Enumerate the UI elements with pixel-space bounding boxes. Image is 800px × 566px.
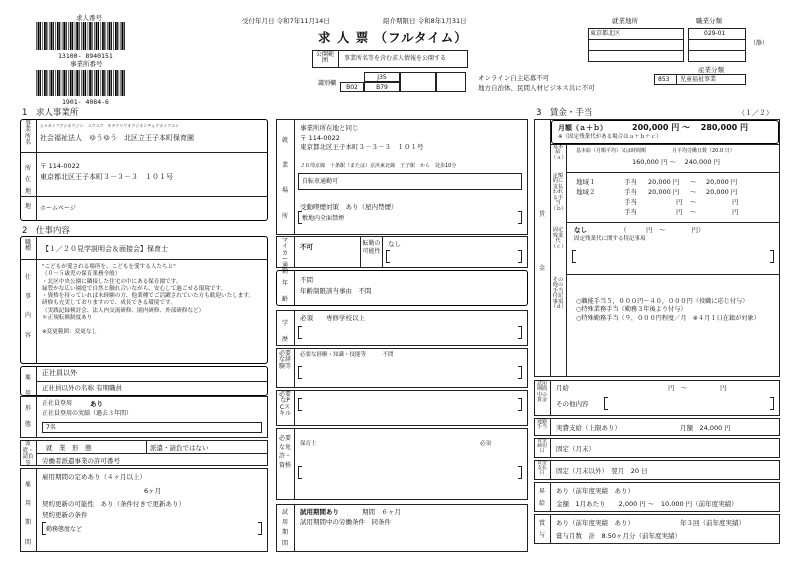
office-address-label: 所在地	[24, 165, 31, 195]
barcode-bar	[94, 22, 95, 50]
barcode-bar	[55, 22, 56, 50]
barcode-bar	[91, 22, 92, 50]
barcode-bar	[66, 70, 67, 96]
barcode-bar	[117, 70, 118, 96]
commute-allowance: 実費支給（上限あり）	[556, 424, 621, 432]
barcode-bar	[94, 70, 95, 96]
trial-period: 期間 ６ヶ月	[362, 508, 401, 516]
license-required: 必須	[480, 441, 492, 447]
period-months: 6ヶ月	[144, 487, 162, 495]
other-allowances	[576, 298, 776, 323]
workplace-address: 東京都北区王子本町３－３－３ １０１号	[300, 143, 424, 151]
barcode-bar	[40, 22, 41, 50]
section1-heading: 1 求人事業所	[22, 108, 79, 118]
job-content	[42, 264, 264, 336]
dispatch-label: 派遣・請負等	[22, 441, 34, 467]
allowance-to: 円	[732, 198, 739, 206]
barcode-bar	[79, 70, 80, 96]
commute-allowance-amount: 月額 24,000 円	[680, 424, 731, 432]
smoking-detail: 敷地内全面禁煙	[302, 215, 345, 222]
barcode-bar	[111, 70, 112, 96]
barcode-bar	[124, 70, 125, 96]
industry-label: 産業分類	[698, 66, 724, 74]
seiki-count: 7名	[46, 424, 56, 431]
job-class-value: 029-01	[704, 30, 726, 37]
wage-close: 固定（月末）	[556, 445, 595, 453]
job-line: （実践記録検討会、法人内交流研修、園内研修、外部研修など）	[42, 307, 205, 314]
age-label: 年齢	[281, 280, 288, 303]
mycar-value: 不可	[300, 243, 313, 251]
office-number-barcode	[36, 70, 126, 96]
access: ＪＲ埼京線 十条駅（または）京浜東北線 王子駅 から 徒歩10分	[300, 163, 457, 169]
commute-note: 自転車通勤可	[302, 178, 339, 185]
barcode-bar	[44, 70, 46, 96]
barcode-bar	[62, 70, 63, 96]
barcode-bar	[51, 22, 53, 50]
barcode-bar	[63, 22, 65, 50]
allowance-tilde: ～	[690, 178, 697, 186]
workplace-zip: 〒 114-0022	[300, 134, 340, 142]
license-name: 保育士	[300, 441, 317, 447]
allowance-from: 20,000 円	[648, 188, 680, 196]
barcode-bar	[75, 70, 76, 96]
id-code-cell: B79	[364, 82, 400, 92]
barcode-bar	[70, 70, 72, 96]
barcode-bar	[62, 22, 63, 50]
job-line: 研修も充実しておりますので、成長できる環境です。	[42, 300, 176, 307]
barcode-bar	[98, 22, 99, 50]
base-salary-label: 基本給（ａ）	[551, 144, 567, 161]
office-name-label: 事業所名	[24, 120, 31, 146]
barcode-bar	[107, 70, 108, 96]
bonus-times: 年３回（前年度実績）	[680, 519, 745, 527]
period-label: 雇用期間	[24, 481, 31, 546]
barcode-bar	[102, 70, 104, 96]
job-line: 緑豊かな広い園庭で自然と触れ合いながら、安心して過ごせる環境です。	[42, 285, 227, 292]
barcode-bar	[101, 70, 102, 96]
barcode-bar	[124, 22, 125, 50]
mycar-box	[276, 236, 528, 268]
allowance-tilde: ～	[690, 188, 697, 196]
id-code-cell	[436, 72, 466, 92]
raise-label: 昇給	[538, 488, 545, 507]
education: 必須 専修学校以上	[300, 314, 365, 322]
allowance-to: 20,000 円	[706, 178, 738, 186]
job-line: "こどもが愛される場所を、こどもを愛する人たちと"	[42, 264, 176, 270]
industry-code: 853	[658, 76, 670, 83]
period-line: 雇用期間の定めあり（４ヶ月以上）	[42, 473, 146, 481]
barcode-bar	[38, 22, 40, 50]
wage-pay-label: 賃金支払日	[537, 461, 547, 477]
allowance-label: 手当	[624, 208, 637, 216]
renewal: 契約更新の可能性 あり（条件付きで更新あり）	[42, 500, 185, 508]
seiki-value: あり	[90, 400, 103, 408]
barcode-bar	[53, 22, 54, 50]
pc-skill-box	[276, 390, 528, 426]
workplace-same: 事業所所在地と同じ	[300, 124, 359, 132]
age-reason: 年齢制限該当事由 不問	[300, 287, 372, 295]
barcode-bar	[115, 22, 117, 50]
barcode-bar	[70, 22, 72, 50]
smoking: 受動喫煙対策 あり（屋内禁煙）	[300, 203, 398, 211]
id-code-cell: B02	[340, 82, 364, 92]
renewal-condition: 勤務態度など	[46, 526, 83, 533]
homepage-label-left: 地	[24, 203, 31, 210]
overtime-note: 固定残業代に関する特記事項	[574, 236, 646, 242]
wage-pay: 固定（月末以外） 翌月 20 日	[556, 467, 648, 475]
job-number-label: 求人番号	[76, 14, 102, 22]
barcode-bar	[107, 22, 108, 50]
barcode-bar	[55, 70, 56, 96]
seiki-record: 正社員登用の実績（過去３年間）	[42, 410, 133, 417]
trial: 試用期間あり	[300, 508, 339, 516]
office-zip: 〒 114-0022	[40, 162, 80, 170]
static-label: （静）	[750, 40, 769, 47]
raise-2: 金額 1月あたり 2,000 円 ～ 10,000 円（前年度実績）	[556, 500, 738, 508]
dispatch-permit-label: 労働者派遣事業の許可番号	[42, 457, 120, 465]
barcode-bar	[38, 70, 40, 96]
barcode-bar	[115, 70, 117, 96]
barcode-bar	[89, 22, 91, 50]
mycar-label: マイカー通勤	[281, 237, 288, 276]
allowance-to: 20,000 円	[706, 188, 738, 196]
barcode-bar	[76, 70, 78, 96]
job-class-label: 職業分類	[696, 17, 722, 25]
disclosure-value: 事業所名等を含む求人情報を公開する	[344, 55, 447, 62]
job-number-barcode	[36, 22, 126, 50]
id-code-label: 識別欄	[318, 80, 337, 87]
job-content-label: 仕事内容	[24, 274, 31, 339]
trial-pay-label: 試用期間中の賃金	[536, 381, 547, 403]
barcode-bar	[75, 22, 76, 50]
office-number-label: 事業所番号	[70, 60, 103, 68]
job-line: ※変更範囲：変更なし	[42, 329, 98, 336]
job-line: ・北区中央公園に隣接した住宅の中にある保育園です。	[42, 278, 182, 285]
barcode-bar	[59, 22, 60, 50]
referral-deadline: 紹介期限日 令和8年1月31日	[383, 17, 467, 25]
barcode-bar	[85, 22, 86, 50]
office-name-kana: シャカイフクシホウジン ユウユウ キタクリツオウジホンチョウホイクエン	[40, 123, 180, 128]
work-location-label: 就業地所	[612, 17, 638, 25]
employment-name: 正社員以外の名称 有期職員	[42, 384, 123, 392]
base-salary-hours: 月平均労働日数（20.0 日）	[672, 148, 735, 154]
barcode-bar	[104, 22, 105, 50]
other-allowance-line: ○特殊業務手当（勤務３年後より付与）	[576, 306, 687, 314]
barcode-bar	[76, 22, 78, 50]
barcode-bar	[51, 70, 53, 96]
page-number: （１／２）	[738, 109, 773, 117]
allowance-label: 手当	[624, 198, 637, 206]
barcode-bar	[113, 70, 114, 96]
barcode-bar	[121, 22, 123, 50]
seiki-count-box	[42, 422, 262, 433]
trial-pay-monthly: 月給	[556, 384, 569, 392]
license-box	[276, 428, 528, 500]
document-title: 求 人 票 （フルタイム）	[318, 30, 468, 45]
barcode-bar	[42, 22, 43, 50]
wage-label: 賃金	[538, 211, 545, 272]
barcode-bar	[83, 70, 85, 96]
barcode-bar	[96, 70, 98, 96]
allowance-from: 円	[676, 208, 683, 216]
barcode-bar	[102, 22, 104, 50]
employment-label: 雇用形態	[24, 374, 31, 428]
homepage-label: ホームページ	[40, 205, 76, 212]
barcode-bar	[81, 70, 82, 96]
barcode-bar	[83, 22, 85, 50]
age-value: 不問	[300, 276, 313, 284]
allowance-tilde: ～	[690, 208, 697, 216]
raise-1: あり（前年度実績 あり）	[556, 487, 634, 495]
barcode-bar	[85, 70, 86, 96]
occupation: 【１／２０見学説明会＆面接会】保育士	[42, 245, 168, 253]
barcode-bar	[79, 22, 80, 50]
barcode-bar	[111, 22, 112, 50]
renewal-condition-label: 契約更新の条件	[42, 511, 88, 519]
other-allowance-line: ○特殊勤務手当（９，０００円程度／月 ※４月１日在籍が対象）	[576, 314, 760, 322]
industry-value: 児童福祉事業	[680, 76, 717, 83]
dispatch-type-label: 就 業 形 態	[46, 444, 92, 452]
barcode-bar	[88, 70, 89, 96]
barcode-bar	[36, 22, 37, 50]
barcode-bar	[81, 22, 82, 50]
barcode-bar	[59, 70, 60, 96]
seiki-label: 正社員登用	[42, 400, 73, 407]
barcode-bar	[101, 22, 102, 50]
barcode-bar	[66, 22, 67, 50]
allowance-from: 20,000 円	[648, 178, 680, 186]
barcode-bar	[88, 22, 89, 50]
experience: 必要な経験・知識・技能等 不問	[300, 352, 394, 358]
barcode-bar	[120, 22, 121, 50]
monthly-range: 200,000 円 ～ 280,000 円	[632, 123, 749, 132]
trial-pay-unit: 円 ～ 円	[668, 384, 727, 392]
dispatch-type-value: 派遣・請負ではない	[150, 444, 209, 452]
work-location-value: 東京都北区	[590, 30, 621, 37]
occupation-label: 職種	[24, 239, 31, 253]
job-line: （０～５歳児の保育業務全般）	[42, 271, 121, 278]
bonus-2: 賞与月数 計 8.50ヶ月分（前年度実績）	[556, 532, 681, 540]
barcode-bar	[72, 22, 73, 50]
barcode-bar	[113, 22, 114, 50]
barcode-bar	[89, 70, 91, 96]
barcode-bar	[49, 22, 50, 50]
section2-heading: 2 仕事内容	[22, 226, 70, 236]
license-label: 必要な免許・資格	[279, 435, 292, 469]
barcode-bar	[40, 70, 41, 96]
barcode-bar	[53, 70, 54, 96]
allowance-name: 地域２	[576, 188, 596, 196]
barcode-bar	[57, 22, 59, 50]
trial-label: 試用期間	[281, 509, 288, 547]
barcode-bar	[121, 70, 123, 96]
id-code-cell: J35	[364, 72, 400, 82]
trial-pay-box	[534, 380, 780, 416]
pc-skill-label: 必要なPCスキル	[279, 391, 292, 417]
barcode-bar	[57, 70, 59, 96]
workplace-label: 就業場所	[281, 137, 288, 220]
employment-type: 正社員以外	[42, 369, 77, 377]
overtime-label: 固定残業代（ｃ）	[551, 227, 567, 251]
monthly-note: ※（固定残業代がある場合はａ＋ｂ＋ｃ）	[558, 134, 662, 140]
barcode-bar	[63, 70, 65, 96]
base-salary-header: 基本給（月額平均）又は時間額	[576, 148, 647, 154]
job-number: 13100- 8940151	[58, 52, 113, 60]
id-code-cell	[400, 72, 436, 92]
local-agency-note: 地方自治体、民間人材ビジネス共に不可	[478, 84, 595, 92]
other-allowance-label: その他の手当付記事項（ｄ）	[551, 277, 567, 311]
barcode-bar	[96, 22, 98, 50]
barcode-bar	[42, 70, 43, 96]
barcode-bar	[68, 70, 69, 96]
barcode-bar	[109, 22, 111, 50]
barcode-bar	[44, 22, 46, 50]
allowance-to: 円	[732, 208, 739, 216]
trial-condition: 試用期間中の労働条件 同条件	[300, 518, 391, 526]
barcode-bar	[46, 70, 47, 96]
barcode-bar	[120, 70, 121, 96]
barcode-bar	[72, 70, 73, 96]
bonus-label: 賞与	[538, 520, 545, 539]
disclosure-label: 公開範囲	[315, 51, 334, 65]
barcode-bar	[117, 22, 118, 50]
section3-heading: 3 賃金・手当	[536, 108, 593, 118]
barcode-bar	[91, 70, 92, 96]
barcode-bar	[36, 70, 37, 96]
office-number: 1901- 4084-6	[62, 98, 109, 106]
transfer-value: なし	[388, 240, 401, 248]
education-label: 学歴	[281, 320, 288, 343]
office-address: 東京都北区王子本町３－３－３ １０１号	[40, 173, 173, 181]
bonus-1: あり（前年度実績 あり）	[556, 519, 634, 527]
barcode-bar	[49, 70, 50, 96]
barcode-bar	[109, 70, 111, 96]
barcode-bar	[46, 22, 47, 50]
barcode-bar	[68, 22, 69, 50]
monthly-label: 月額（ａ＋ｂ）	[558, 124, 607, 132]
allowance-label: 手当	[624, 178, 637, 186]
base-salary-range: 160,000 円 ～ 240,000 円	[632, 158, 721, 166]
overtime-unit: （ 円 ～ 円）	[620, 226, 705, 234]
overtime-value: なし	[574, 226, 587, 234]
allowance-tilde: ～	[690, 198, 697, 206]
barcode-bar	[104, 70, 105, 96]
trial-pay-other: その他内容	[556, 400, 589, 408]
online-apply-note: オンライン自主応募不可	[478, 74, 550, 82]
received-date: 受付年月日 令和7年11月14日	[242, 17, 330, 25]
transfer-label: 転勤の可能性	[362, 240, 381, 255]
wage-close-label: 賃金締切日	[537, 439, 547, 455]
commute-allowance-label: 通勤手当	[537, 419, 548, 431]
fixed-allowance-label: 定額的に支払われる手当（ｂ）	[551, 173, 567, 212]
job-line: ・資格を持っていれば未経験の方、他業種でご活躍されていた方も歓迎いたします。	[42, 293, 255, 300]
barcode-bar	[98, 70, 99, 96]
office-name: 社会福祉法人 ゆうゆう 北区立王子本町保育園	[40, 134, 194, 142]
other-allowance-line: ○職能手当５，０００円～４０，０００円（役職に応じ付与）	[576, 298, 749, 305]
allowance-from: 円	[676, 198, 683, 206]
job-line: ＊正規転換制度あり	[42, 314, 93, 321]
allowance-name: 地域１	[576, 178, 596, 186]
experience-label: 必要な経験等	[279, 350, 292, 370]
allowance-label: 手当	[624, 188, 637, 196]
